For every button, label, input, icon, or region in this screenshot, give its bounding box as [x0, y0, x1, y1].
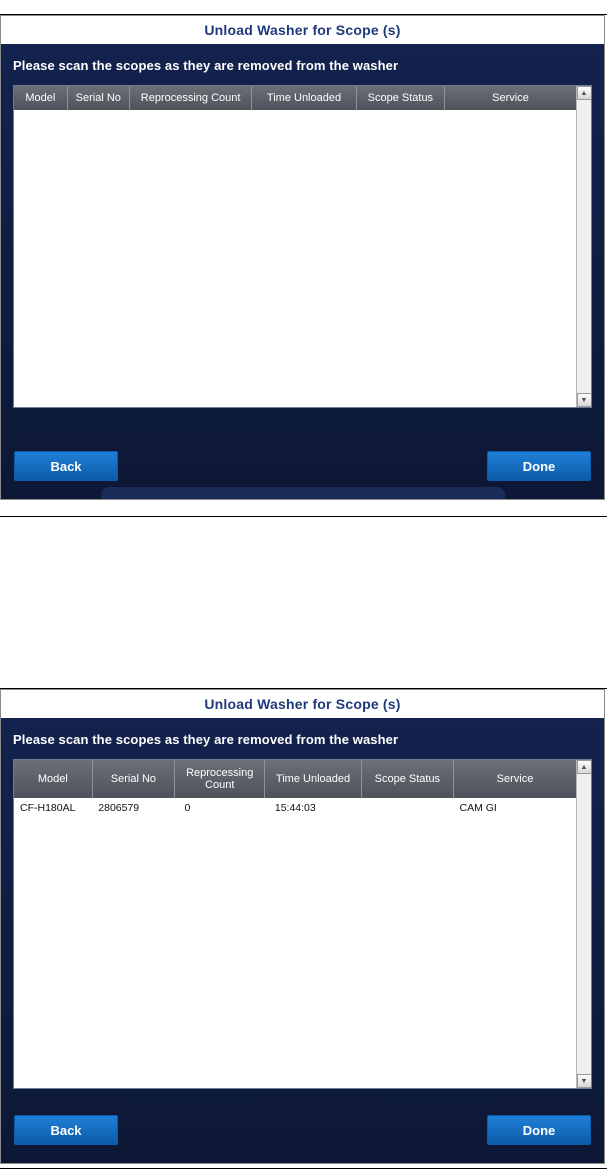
table-header-row: [14, 86, 576, 110]
column-header-service[interactable]: Service: [454, 760, 576, 798]
column-header-serial-no[interactable]: Serial No: [67, 86, 129, 110]
page-title: Unload Washer for Scope (s): [204, 696, 401, 712]
done-button[interactable]: Done: [487, 1115, 591, 1145]
table-empty-area: [14, 818, 576, 1088]
unload-washer-dialog-empty: [0, 15, 605, 500]
dialog-footer: [1, 1101, 604, 1163]
scope-table-header: [14, 86, 576, 110]
dialog-body: [1, 44, 604, 499]
column-header-time-unloaded[interactable]: Time Unloaded: [265, 760, 361, 798]
column-header-scope-status[interactable]: Scope Status: [361, 760, 453, 798]
scope-table-container: [13, 85, 592, 408]
cell-time-unloaded: 15:44:03: [265, 798, 361, 818]
scope-table-main: [14, 86, 576, 407]
column-header-reprocessing-count[interactable]: Reprocessing Count: [175, 760, 265, 798]
cell-model: CF-H180AL: [14, 798, 92, 818]
page-divider-bottom: [0, 1168, 607, 1169]
scrollbar-track[interactable]: [577, 774, 592, 1074]
instruction-text: Please scan the scopes as they are removed from the washer: [13, 732, 399, 747]
scroll-up-icon[interactable]: ▲: [577, 760, 592, 774]
scope-table-container: [13, 759, 592, 1089]
back-button[interactable]: Back: [14, 1115, 118, 1145]
dialog-body: [1, 718, 604, 1163]
column-header-scope-status[interactable]: Scope Status: [356, 86, 444, 110]
cell-reprocessing-count: 0: [175, 798, 265, 818]
back-button[interactable]: Back: [14, 451, 118, 481]
column-header-serial-no[interactable]: Serial No: [92, 760, 174, 798]
column-header-model[interactable]: Model: [14, 86, 67, 110]
cell-scope-status: [361, 798, 453, 818]
scope-table-header: [14, 760, 576, 798]
instruction-text: Please scan the scopes as they are removed from the washer: [13, 58, 399, 73]
table-header-row: [14, 760, 576, 798]
table-row[interactable]: [14, 798, 576, 818]
dialog-title-bar: [1, 16, 604, 44]
scope-table: [14, 86, 576, 110]
scope-table: [14, 760, 576, 818]
scrollbar-track[interactable]: [577, 100, 592, 393]
scroll-down-icon[interactable]: ▼: [577, 1074, 592, 1088]
unload-washer-dialog-populated: [0, 689, 605, 1164]
page-title: Unload Washer for Scope (s): [204, 22, 401, 38]
column-header-reprocessing-count[interactable]: Reprocessing Count: [129, 86, 251, 110]
scroll-down-icon[interactable]: ▼: [577, 393, 592, 407]
cell-service: CAM GI: [454, 798, 576, 818]
column-header-model[interactable]: Model: [14, 760, 92, 798]
page-divider-middle: [0, 516, 607, 517]
scroll-up-icon[interactable]: ▲: [577, 86, 592, 100]
column-header-time-unloaded[interactable]: Time Unloaded: [252, 86, 356, 110]
column-header-service[interactable]: Service: [445, 86, 577, 110]
table-empty-area: [14, 110, 576, 407]
done-button[interactable]: Done: [487, 451, 591, 481]
scope-table-body: [14, 798, 576, 818]
table-scrollbar[interactable]: [576, 86, 591, 407]
dialog-title-bar: [1, 690, 604, 718]
table-scrollbar[interactable]: [576, 760, 591, 1088]
cell-serial-no: 2806579: [92, 798, 174, 818]
dialog-bottom-strip: [101, 487, 505, 499]
scope-table-main: [14, 760, 576, 1088]
